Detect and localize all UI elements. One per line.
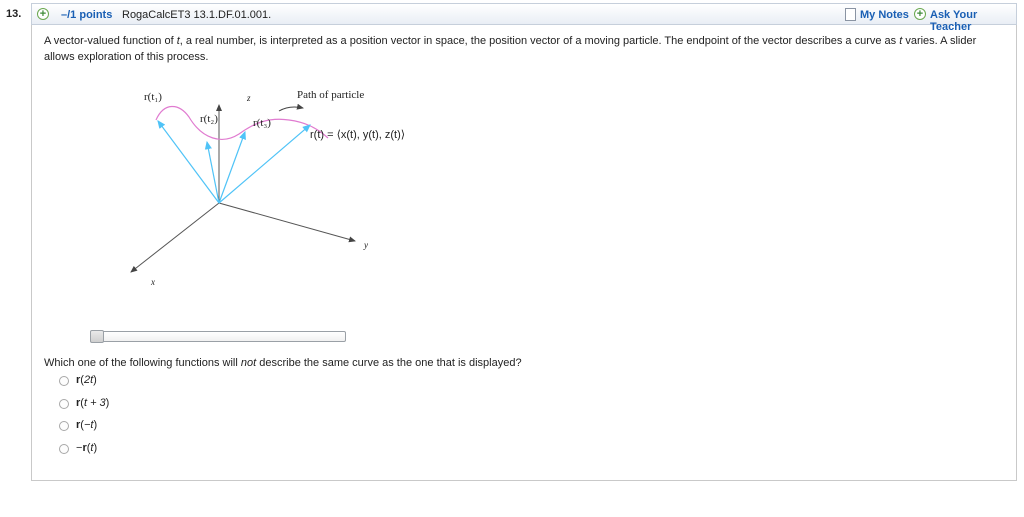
label-x-axis: x <box>151 277 155 287</box>
figure-svg <box>104 87 504 317</box>
option-label: r(−t) <box>76 419 98 431</box>
time-slider[interactable] <box>90 331 346 342</box>
vector-formula: r(t) = ⟨x(t), y(t), z(t)⟩ <box>310 129 406 141</box>
question-number: 13. <box>6 8 22 20</box>
option-r-2t[interactable] <box>59 374 259 390</box>
y-axis <box>219 203 355 241</box>
option-neg-r-t[interactable] <box>59 442 259 458</box>
question-panel <box>31 25 1017 481</box>
question-intro: A vector-valued function of t, a real number, is interpreted as a position vector in space, the position vector of a moving particle. The endpoint of the vector describes a curve as t varies. A slider allows exploration of this process. <box>44 35 977 63</box>
question-source: RogaCalcET3 13.1.DF.01.001. <box>122 9 272 21</box>
particle-path <box>156 106 328 139</box>
option-label: r(2t) <box>76 374 97 386</box>
points-link[interactable]: –/1 points <box>61 9 113 21</box>
question-prompt: Which one of the following functions will not describe the same curve as the one that is displayed? <box>44 357 522 369</box>
label-y-axis: y <box>364 240 368 250</box>
slider-handle[interactable] <box>90 330 104 343</box>
vector-r-t2 <box>207 142 219 203</box>
my-notes-link[interactable]: My Notes <box>860 9 909 21</box>
label-r-t1: r(t₁) <box>144 91 162 103</box>
question-header <box>31 3 1017 33</box>
x-axis <box>131 203 219 272</box>
expand-plus-icon[interactable]: + <box>37 8 49 20</box>
option-r-t-plus-3[interactable] <box>59 397 259 413</box>
label-r-t3: r(t₃) <box>253 117 271 129</box>
ask-teacher-plus-icon[interactable]: + <box>914 8 926 20</box>
notes-icon[interactable] <box>845 8 856 21</box>
label-path-of-particle: Path of particle <box>297 89 365 101</box>
radio-button[interactable] <box>59 444 69 454</box>
vector-function-figure <box>104 87 504 317</box>
label-r-t2: r(t₂) <box>200 113 218 125</box>
radio-button[interactable] <box>59 399 69 409</box>
vector-r-t1 <box>158 121 219 203</box>
path-label-arrow <box>279 107 303 111</box>
radio-button[interactable] <box>59 376 69 386</box>
option-label: r(t + 3) <box>76 397 110 409</box>
option-r-neg-t[interactable] <box>59 419 259 435</box>
radio-button[interactable] <box>59 421 69 431</box>
label-z-axis: z <box>247 93 251 103</box>
ask-your-teacher-link[interactable]: Ask Your Teacher <box>930 9 978 33</box>
option-label: −r(t) <box>76 442 98 454</box>
